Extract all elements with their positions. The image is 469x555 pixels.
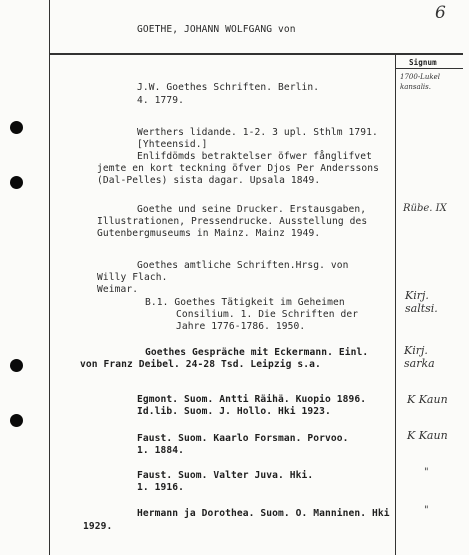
- punch-hole: [10, 359, 23, 372]
- signum-note: Kirj.: [405, 289, 429, 302]
- left-margin-rule: [49, 0, 50, 555]
- entry-line: 1. 1916.: [137, 482, 185, 493]
- entry-line: B.1. Goethes Tätigkeit im Geheimen: [145, 297, 345, 308]
- entry-line: von Franz Deibel. 24-28 Tsd. Leipzig s.a.: [80, 359, 321, 370]
- entry-line: jemte en kort teckning öfver Djos Per Anderssons: [97, 163, 380, 174]
- entry-line: Illustrationen, Pressendrucke. Ausstellung des: [97, 216, 368, 227]
- entry-line: 4. 1779.: [137, 95, 185, 106]
- entry-line: Faust. Suom. Valter Juva. Hki.: [137, 470, 314, 481]
- entry-line: Jahre 1776-1786. 1950.: [176, 321, 306, 332]
- signum-note: 1700-Lukel: [400, 73, 440, 81]
- signum-note: saltsi.: [405, 302, 438, 315]
- signum-note: kansalis.: [400, 83, 431, 91]
- punch-hole: [10, 414, 23, 427]
- punch-hole: [10, 176, 23, 189]
- signum-column-header: Signum: [409, 58, 437, 67]
- entry-line: Id.lib. Suom. J. Hollo. Hki 1923.: [137, 406, 331, 417]
- signum-note: sarka: [404, 357, 435, 370]
- entry-line: Enlifdömds betraktelser öfwer fånglifvet: [137, 151, 373, 162]
- entry-line: Gutenbergmuseums in Mainz. Mainz 1949.: [97, 228, 321, 239]
- entry-line: Egmont. Suom. Antti Räihä. Kuopio 1896.: [137, 394, 367, 405]
- signum-note: K Kaun: [407, 429, 448, 442]
- entry-line: Consilium. 1. Die Schriften der: [176, 309, 359, 320]
- signum-note: ": [424, 467, 429, 478]
- signum-note: K Kaun: [407, 393, 448, 406]
- header-rule: [49, 53, 463, 55]
- entry-line: 1929.: [83, 521, 113, 532]
- entry-line: Hermann ja Dorothea. Suom. O. Manninen. Hki: [137, 508, 390, 519]
- entry-line: Faust. Suom. Kaarlo Forsman. Porvoo.: [137, 433, 349, 444]
- entry-line: (Dal-Pelles) sista dagar. Upsala 1849.: [97, 175, 321, 186]
- entry-line: Werthers lidande. 1-2. 3 upl. Sthlm 1791.: [137, 127, 378, 138]
- signum-column-rule: [395, 53, 396, 555]
- signum-note: Kirj.: [404, 344, 428, 357]
- entry-line: Goethes amtliche Schriften.Hrsg. von: [137, 260, 349, 271]
- signum-note: Rübe. IX: [403, 203, 447, 214]
- punch-hole: [10, 121, 23, 134]
- entry-line: Goethe und seine Drucker. Erstausgaben,: [137, 204, 367, 215]
- author-heading: GOETHE, JOHANN WOLFGANG von: [137, 24, 296, 35]
- signum-note: ": [424, 505, 429, 516]
- entry-line: 1. 1884.: [137, 445, 185, 456]
- entry-line: Goethes Gespräche mit Eckermann. Einl.: [145, 347, 369, 358]
- card-number: 6: [435, 3, 446, 23]
- entry-line: [Yhteensid.]: [137, 139, 208, 150]
- entry-line: J.W. Goethes Schriften. Berlin.: [137, 82, 320, 93]
- entry-line: Weimar.: [97, 284, 139, 295]
- entry-line: Willy Flach.: [97, 272, 168, 283]
